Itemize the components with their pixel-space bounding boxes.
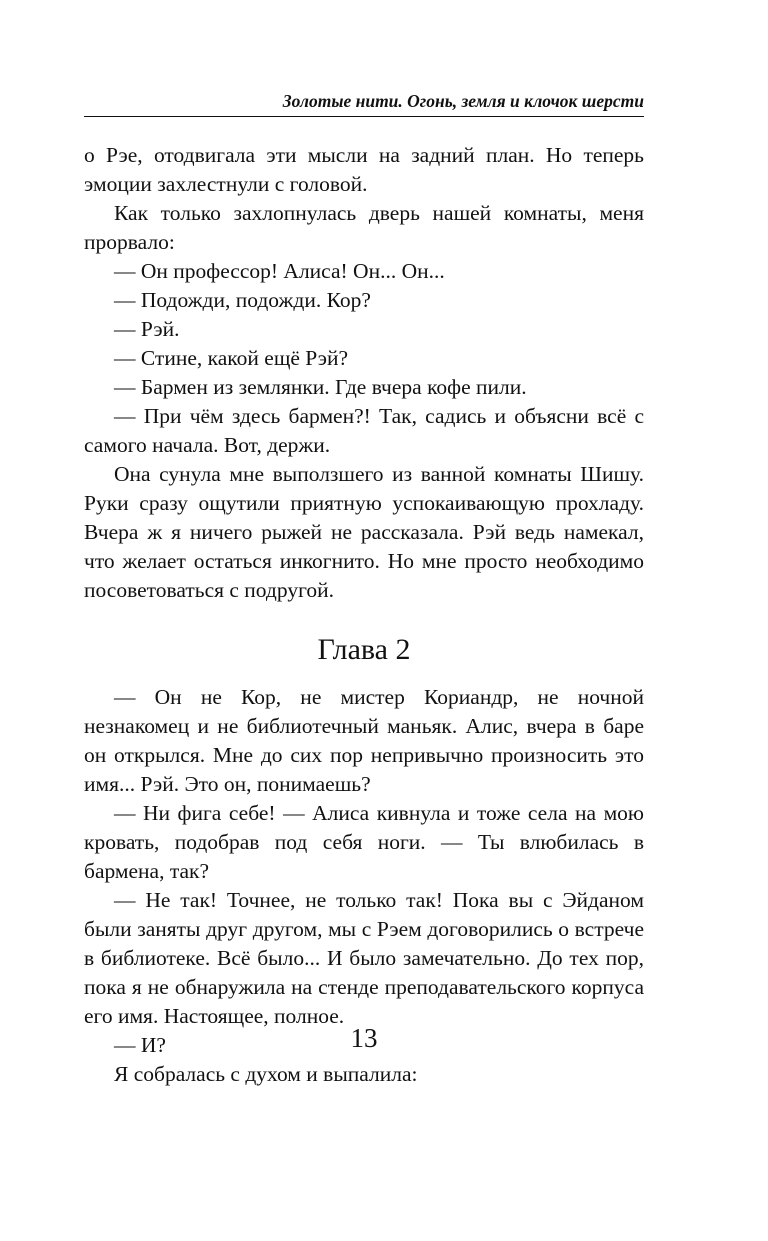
running-head-title: Золотые нити. Огонь, земля и клочок шерсти	[282, 91, 644, 111]
chapter-title: Глава 2	[317, 633, 411, 666]
dialogue-line: — Стине, какой ещё Рэй?	[114, 346, 349, 370]
dialogue-line: — Он не Кор, не мистер Кориандр, не ночной незнакомец и не библиотечный маньяк. Алис, вчера в баре он открылся. Мне до сих пор непривычно произносить это имя... Рэй. Это он, понимаешь?	[84, 685, 644, 796]
dialogue-line: — При чём здесь бармен?! Так, садись и объясни всё с самого начала. Вот, держи.	[84, 404, 644, 457]
header-divider	[84, 116, 644, 117]
paragraph: Я собралась с духом и выпалила:	[114, 1062, 418, 1086]
dialogue-line: — Он профессор! Алиса! Он... Он...	[114, 259, 445, 283]
text-block-before-chapter	[84, 141, 644, 605]
dialogue-line: — Ни фига себе! — Алиса кивнула и тоже села на мою кровать, подобрав под себя ноги. — Ты влюбилась в бармена, так?	[84, 801, 644, 883]
dialogue-line: — Бармен из землянки. Где вчера кофе пили.	[114, 375, 527, 399]
page-number: 13	[350, 1023, 378, 1053]
paragraph: Как только захлопнулась дверь нашей комнаты, меня прорвало:	[84, 201, 644, 254]
dialogue-line: — Рэй.	[114, 317, 180, 341]
dialogue-line: — И?	[114, 1033, 166, 1057]
paragraph-continued: о Рэе, отодвигала эти мысли на задний план. Но теперь эмоции захлестнули с головой.	[84, 143, 644, 196]
paragraph: Она сунула мне выползшего из ванной комнаты Шишу. Руки сразу ощутили приятную успокаивающую прохладу. Вчера ж я ничего рыжей не рассказала. Рэй ведь намекал, что желает остаться инкогнито. Но мне просто необходимо посоветоваться с подругой.	[84, 462, 644, 602]
dialogue-line: — Подожди, подожди. Кор?	[114, 288, 371, 312]
dialogue-line: — Не так! Точнее, не только так! Пока вы с Эйданом были заняты друг другом, мы с Рэем договорились о встрече в библиотеке. Всё было... И было замечательно. До тех пор, пока я не обнаружила на стенде преподавательского корпуса его имя. Настоящее, полное.	[84, 888, 644, 1028]
